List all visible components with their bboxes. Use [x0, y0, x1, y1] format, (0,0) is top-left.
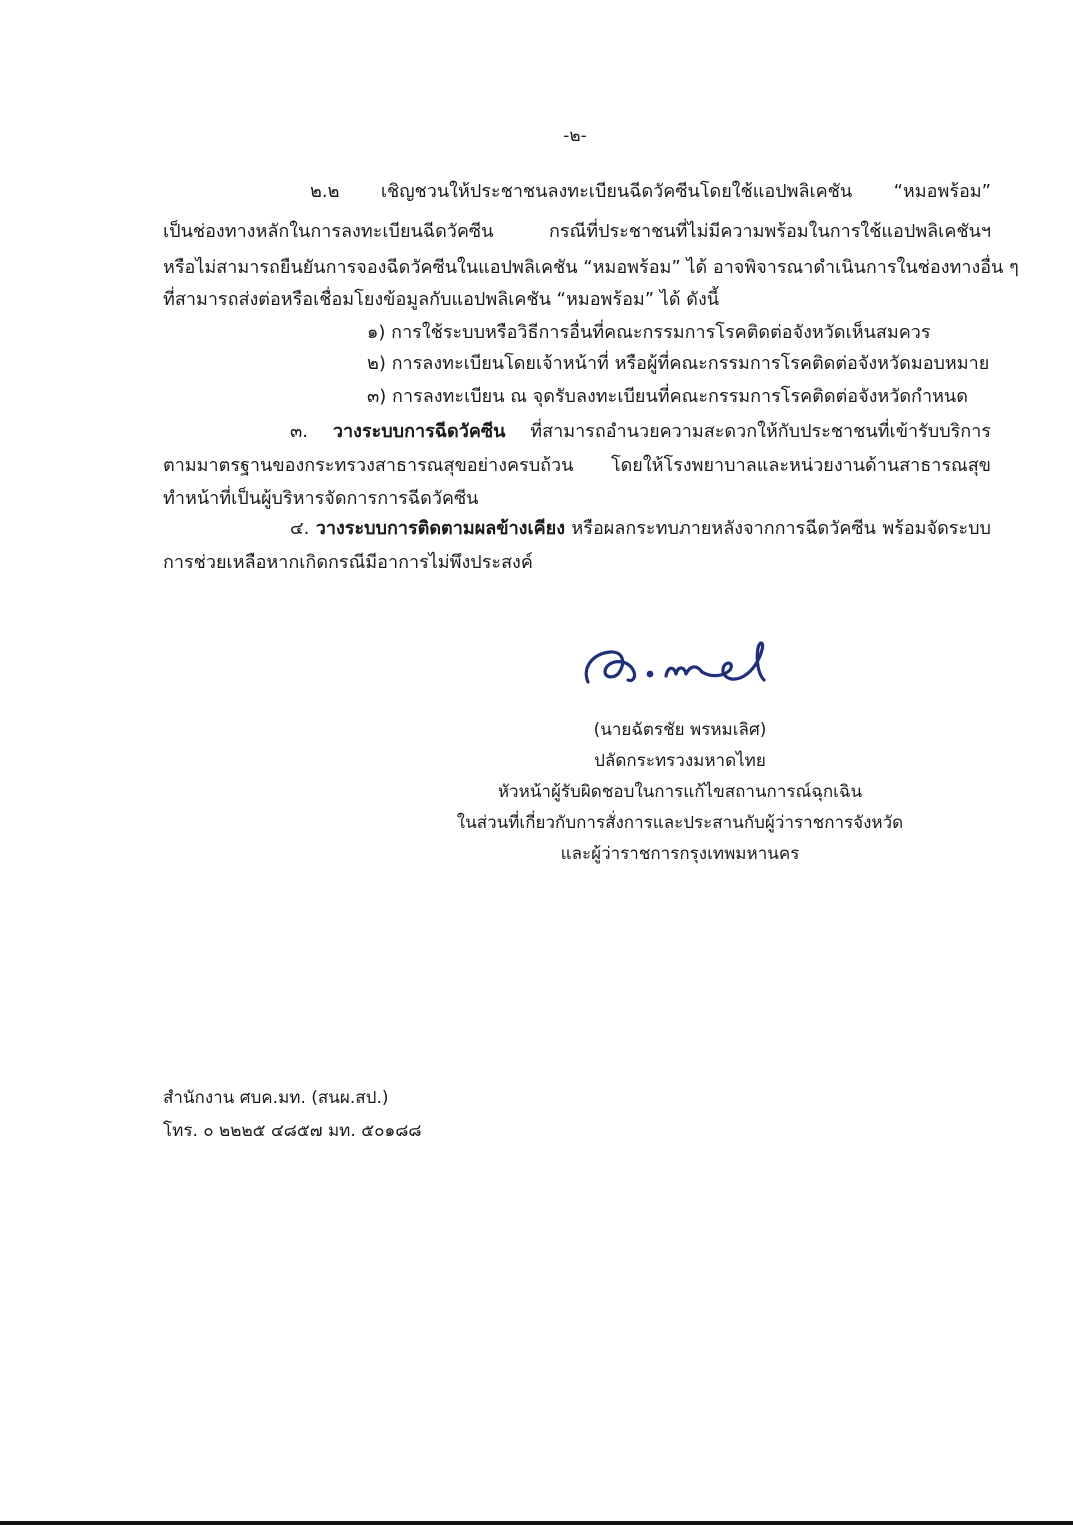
signatory-position: และผู้ว่าราชการกรุงเทพมหานคร — [560, 844, 800, 864]
section-3-text: ที่สามารถอำนวยความสะดวกให้กับประชาชนที่เข้ารับบริการ — [530, 421, 991, 442]
list-item: ๑) การใช้ระบบหรือวิธีการอื่นที่คณะกรรมการโรคติดต่อจังหวัดเห็นสมควร — [367, 322, 931, 343]
page-number: -๒- — [563, 126, 587, 146]
section-2-2-line-3: หรือไม่สามารถยืนยันการจองฉีดวัคซีนในแอปพลิเคชัน “หมอพร้อม” ได้ อาจพิจารณาดำเนินการในช่องทางอื่น ๆ — [163, 257, 1019, 278]
section-3-line-1 — [290, 420, 991, 444]
signature-block — [300, 715, 1060, 870]
handwritten-signature — [578, 630, 773, 692]
section-3-number: ๓. — [290, 421, 309, 442]
list-item: ๓) การลงทะเบียน ณ จุดรับลงทะเบียนที่คณะกรรมการโรคติดต่อจังหวัดกำหนด — [367, 386, 968, 407]
footer-office: สำนักงาน ศบค.มท. (สนผ.สป.) — [163, 1088, 389, 1108]
signatory-name: (นายฉัตรชัย พรหมเลิศ) — [593, 720, 767, 740]
section-4-text: หรือผลกระทบภายหลังจากการฉีดวัคซีน พร้อมจัดระบบ — [571, 518, 991, 539]
section-3-heading: วางระบบการฉีดวัคซีน — [332, 421, 506, 442]
signatory-position: หัวหน้าผู้รับผิดชอบในการแก้ไขสถานการณ์ฉุกเฉิน — [497, 782, 863, 802]
section-2-2-line-2: เป็นช่องทางหลักในการลงทะเบียนฉีดวัคซีน กรณีที่ประชาชนที่ไม่มีความพร้อมในการใช้แอปพลิเคชันฯ — [163, 221, 991, 242]
section-2-2-line-1: ๒.๒ เชิญชวนให้ประชาชนลงทะเบียนฉีดวัคซีนโดยใช้แอปพลิเคชัน “หมอพร้อม” — [310, 181, 991, 202]
section-3-line-2: ตามมาตรฐานของกระทรวงสาธารณสุขอย่างครบถ้วน โดยให้โรงพยาบาลและหน่วยงานด้านสาธารณสุข — [163, 455, 991, 476]
section-4-line-1 — [290, 517, 991, 541]
page-bottom-edge — [0, 1521, 1073, 1525]
section-2-2-line-4: ที่สามารถส่งต่อหรือเชื่อมโยงข้อมูลกับแอปพลิเคชัน “หมอพร้อม” ได้ ดังนี้ — [163, 289, 720, 310]
section-4-line-2: การช่วยเหลือหากเกิดกรณีมีอาการไม่พึงประสงค์ — [163, 552, 533, 573]
section-3-line-3: ทำหน้าที่เป็นผู้บริหารจัดการการฉีดวัคซีน — [163, 488, 479, 509]
section-4-number: ๔. — [290, 518, 310, 539]
signatory-position: ปลัดกระทรวงมหาดไทย — [594, 751, 766, 771]
section-4-heading: วางระบบการติดตามผลข้างเคียง — [315, 518, 565, 539]
footer-phone: โทร. ๐ ๒๒๒๕ ๔๘๕๗ มท. ๕๐๑๘๘ — [163, 1121, 422, 1141]
list-item: ๒) การลงทะเบียนโดยเจ้าหน้าที่ หรือผู้ที่คณะกรรมการโรคติดต่อจังหวัดมอบหมาย — [367, 353, 990, 374]
signatory-position: ในส่วนที่เกี่ยวกับการสั่งการและประสานกับผู้ว่าราชการจังหวัด — [456, 813, 904, 833]
